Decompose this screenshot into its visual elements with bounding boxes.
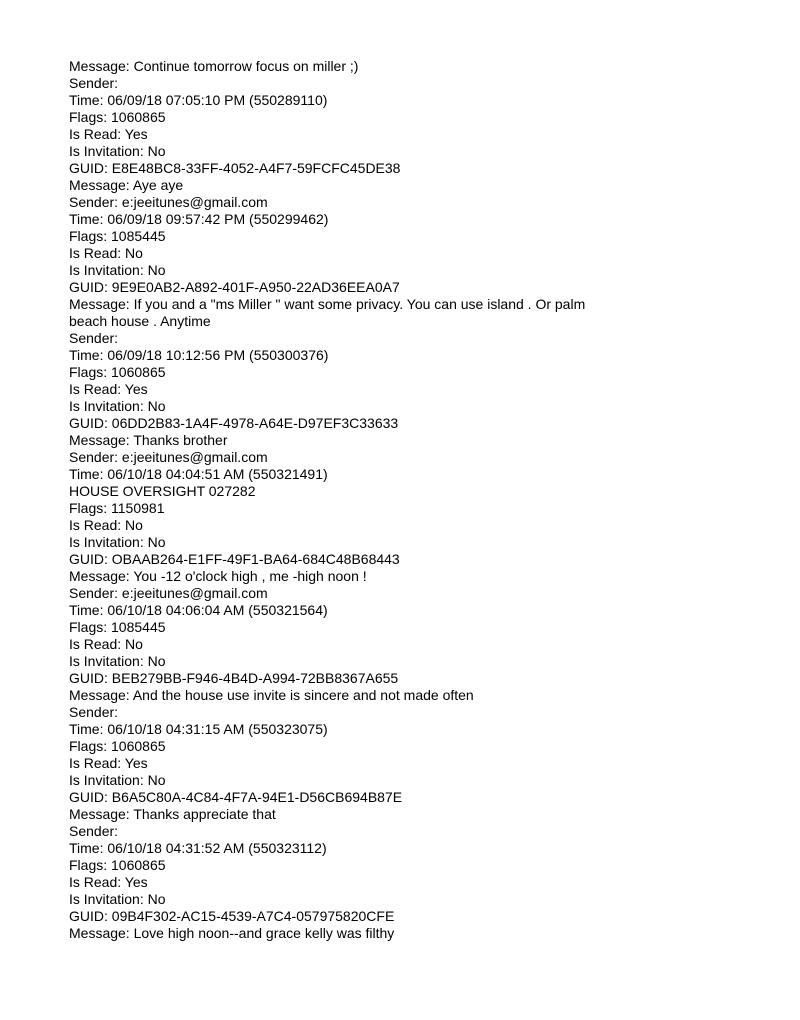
document-line: Sender: xyxy=(69,704,119,720)
document-line: Is Read: No xyxy=(69,636,143,652)
document-line: Is Invitation: No xyxy=(69,398,166,414)
document-line: Is Invitation: No xyxy=(69,772,166,788)
document-line: GUID: B6A5C80A-4C84-4F7A-94E1-D56CB694B87E xyxy=(69,789,403,805)
document-line: Message: Love high noon--and grace kelly was filthy xyxy=(69,925,395,941)
document-line: Is Invitation: No xyxy=(69,653,166,669)
document-line: Message: If you and a "ms Miller " want some privacy. You can use island . Or palm xyxy=(69,296,586,312)
document-line: Flags: 1060865 xyxy=(69,857,166,873)
document-line: Flags: 1085445 xyxy=(69,228,166,244)
document-line: Message: Thanks brother xyxy=(69,432,228,448)
document-line: Time: 06/09/18 10:12:56 PM (550300376) xyxy=(69,347,329,363)
document-line: GUID: 06DD2B83-1A4F-4978-A64E-D97EF3C33633 xyxy=(69,415,399,431)
document-line: Sender: xyxy=(69,823,119,839)
document-line: HOUSE OVERSIGHT 027282 xyxy=(69,483,256,499)
document-line: GUID: BEB279BB-F946-4B4D-A994-72BB8367A655 xyxy=(69,670,399,686)
document-line: Is Read: No xyxy=(69,517,143,533)
document-line: Is Read: No xyxy=(69,245,143,261)
document-line: Is Invitation: No xyxy=(69,143,166,159)
document-line: Time: 06/10/18 04:31:52 AM (550323112) xyxy=(69,840,327,856)
document-line: Message: And the house use invite is sincere and not made often xyxy=(69,687,474,703)
document-line: Is Read: Yes xyxy=(69,381,148,397)
document-line: Sender: e:jeeitunes@gmail.com xyxy=(69,449,268,465)
document-line: Flags: 1060865 xyxy=(69,109,166,125)
document-line: Message: You -12 o'clock high , me -high noon ! xyxy=(69,568,367,584)
document-line: Message: Aye aye xyxy=(69,177,184,193)
document-line: Flags: 1060865 xyxy=(69,738,166,754)
document-line: Time: 06/10/18 04:06:04 AM (550321564) xyxy=(69,602,328,618)
document-line: Flags: 1150981 xyxy=(69,500,165,516)
document-line: Time: 06/10/18 04:31:15 AM (550323075) xyxy=(69,721,328,737)
document-line: Is Read: Yes xyxy=(69,874,148,890)
document-line: Time: 06/09/18 07:05:10 PM (550289110) xyxy=(69,92,328,108)
document-line: Flags: 1085445 xyxy=(69,619,166,635)
document-line: GUID: 09B4F302-AC15-4539-A7C4-057975820CFE xyxy=(69,908,395,924)
document-line: Sender: xyxy=(69,330,119,346)
document-line: Sender: xyxy=(69,75,119,91)
document-line: GUID: E8E48BC8-33FF-4052-A4F7-59FCFC45DE38 xyxy=(69,160,401,176)
document-line: Is Read: Yes xyxy=(69,126,148,142)
document-line: Message: Continue tomorrow focus on miller ;) xyxy=(69,58,359,74)
document-line: Time: 06/10/18 04:04:51 AM (550321491) xyxy=(69,466,328,482)
document-line: Is Invitation: No xyxy=(69,262,166,278)
document-line: Message: Thanks appreciate that xyxy=(69,806,276,822)
document-line: GUID: OBAAB264-E1FF-49F1-BA64-684C48B68443 xyxy=(69,551,400,567)
document-line: Flags: 1060865 xyxy=(69,364,166,380)
document-line: beach house . Anytime xyxy=(69,313,211,329)
document-line: Time: 06/09/18 09:57:42 PM (550299462) xyxy=(69,211,329,227)
document-line: Is Read: Yes xyxy=(69,755,148,771)
document-page xyxy=(69,58,669,942)
document-line: Sender: e:jeeitunes@gmail.com xyxy=(69,585,268,601)
document-line: Sender: e:jeeitunes@gmail.com xyxy=(69,194,268,210)
document-line: Is Invitation: No xyxy=(69,891,166,907)
document-line: GUID: 9E9E0AB2-A892-401F-A950-22AD36EEA0A7 xyxy=(69,279,400,295)
document-line: Is Invitation: No xyxy=(69,534,166,550)
